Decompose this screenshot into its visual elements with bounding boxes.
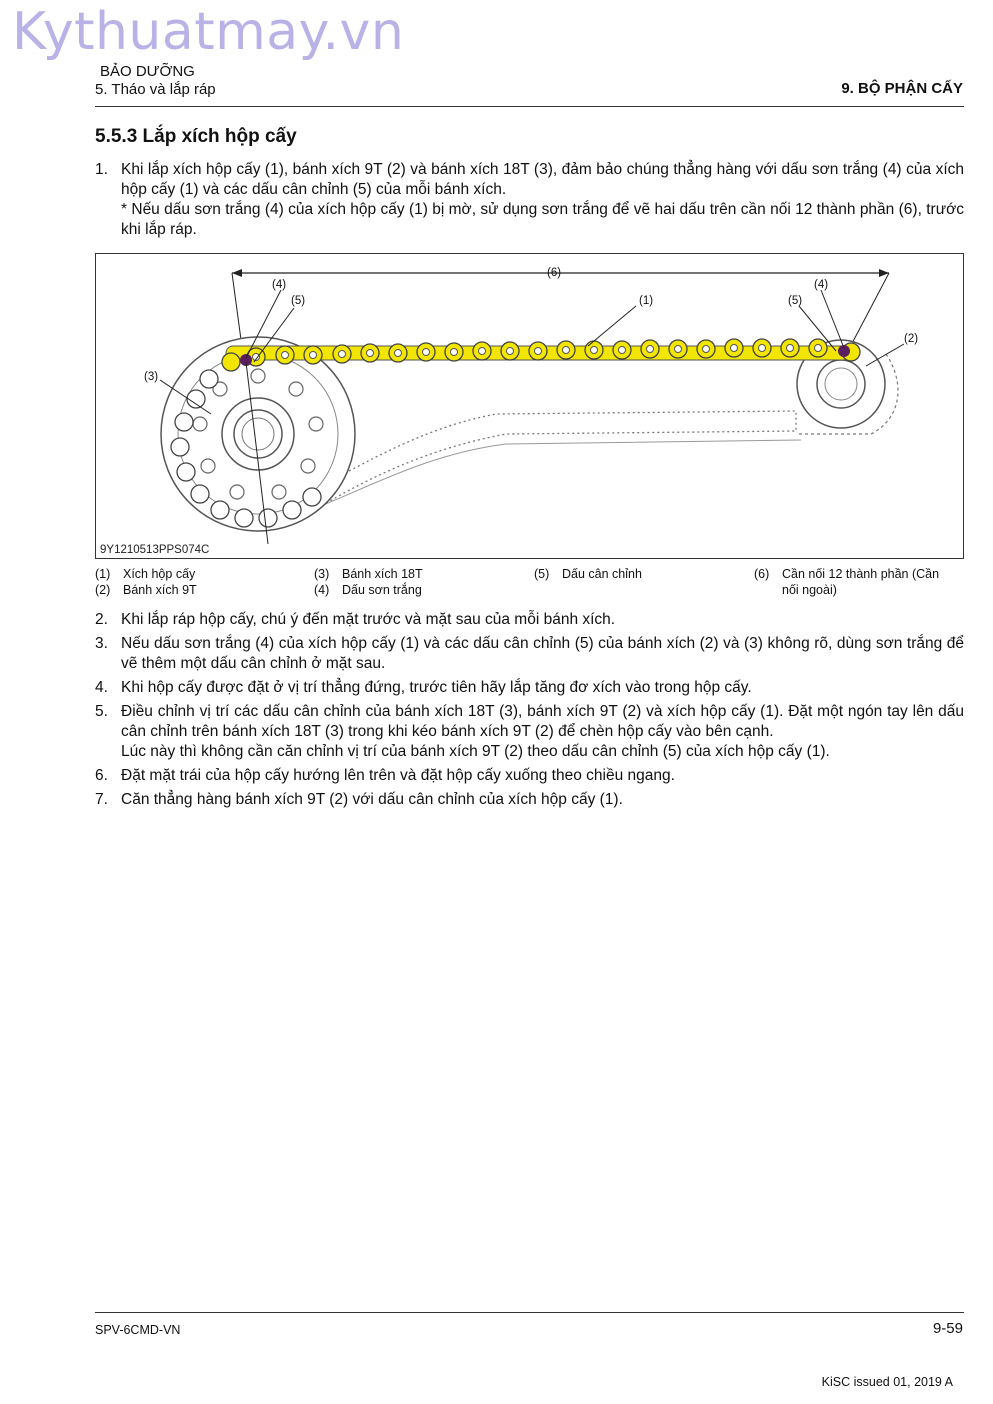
legend-text: Bánh xích 9T	[123, 583, 197, 597]
step-note: * Nếu dấu sơn trắng (4) của xích hộp cấy (1) bị mờ, sử dụng sơn trắng để vẽ hai dấu trên cần nối 12 thành phần (6), trước khi lắp ráp.	[121, 201, 964, 238]
header-category: BẢO DƯỠNG	[100, 63, 195, 80]
callout-4-right: (4)	[814, 279, 829, 291]
legend-number: (2)	[95, 583, 111, 597]
step-number: 5.	[95, 703, 108, 720]
callout-4-left: (4)	[272, 279, 287, 291]
footer-doc-code: SPV-6CMD-VN	[95, 1323, 181, 1337]
legend-text: Xích hộp cấy	[123, 567, 196, 581]
callout-5-left: (5)	[291, 295, 306, 307]
callout-5-right: (5)	[788, 295, 803, 307]
header-subsection: 5. Tháo và lắp ráp	[95, 81, 216, 98]
legend-number: (3)	[314, 567, 330, 581]
legend-number: (6)	[754, 567, 770, 581]
legend-number: (5)	[534, 567, 550, 581]
step-item	[95, 610, 964, 630]
step-item	[95, 160, 964, 240]
step-text: Điều chỉnh vị trí các dấu cân chỉnh của bánh xích 18T (3), bánh xích 9T (2) và xích hộp cấy (1). Đặt một ngón tay lên dấu cân chỉnh trên bánh xích 18T (3) trong khi kéo bánh xích 9T (2) để chèn hộp cấy vào bên cạnh.	[121, 703, 964, 740]
chain-figure	[95, 253, 964, 559]
legend-text: Dấu cân chỉnh	[562, 567, 642, 581]
step-number: 2.	[95, 611, 108, 628]
section-title: 5.5.3 Lắp xích hộp cấy	[95, 126, 297, 147]
step-item	[95, 678, 964, 698]
step-note: Lúc này thì không cần căn chỉnh vị trí của bánh xích 9T (2) theo dấu cân chỉnh (5) của xích hộp cấy (1).	[121, 743, 830, 760]
figure-code: 9Y1210513PPS074C	[100, 544, 210, 556]
watermark-logo: Kythuatmay.vn	[12, 2, 405, 62]
step-item	[95, 634, 964, 674]
step-text: Khi lắp ráp hộp cấy, chú ý đến mặt trước và mặt sau của mỗi bánh xích.	[121, 611, 616, 628]
step-number: 7.	[95, 791, 108, 808]
step-text: Đặt mặt trái của hộp cấy hướng lên trên và đặt hộp cấy xuống theo chiều ngang.	[121, 767, 675, 784]
step-text: Khi hộp cấy được đặt ở vị trí thẳng đứng, trước tiên hãy lắp tăng đơ xích vào trong hộp cấy.	[121, 679, 752, 696]
footer-page-number: 9-59	[932, 1320, 963, 1337]
legend-text: Cần nối 12 thành phần (Cần nối ngoài)	[782, 567, 940, 597]
callout-1: (1)	[639, 295, 654, 307]
step-item	[95, 766, 964, 786]
step-number: 1.	[95, 161, 108, 178]
callout-6: (6)	[547, 267, 562, 279]
footer-divider	[95, 1312, 964, 1313]
step-text: Nếu dấu sơn trắng (4) của xích hộp cấy (1) và các dấu cân chỉnh (5) của bánh xích (2) và (3) không rõ, dùng sơn trắng để vẽ thêm một dấu cân chỉnh ở mặt sau.	[121, 635, 964, 672]
legend-text: Bánh xích 18T	[342, 567, 423, 581]
footer-issue: KiSC issued 01, 2019 A	[821, 1375, 953, 1389]
header-chapter: 9. BỘ PHẬN CẤY	[841, 80, 963, 97]
callout-2: (2)	[904, 333, 919, 345]
legend-number: (1)	[95, 567, 111, 581]
header-divider	[95, 106, 964, 107]
step-text: Căn thẳng hàng bánh xích 9T (2) với dấu cân chỉnh của xích hộp cấy (1).	[121, 791, 623, 808]
step-item	[95, 702, 964, 762]
callout-3: (3)	[144, 371, 159, 383]
step-list-top	[95, 160, 964, 244]
step-item	[95, 790, 964, 810]
step-number: 3.	[95, 635, 108, 652]
step-text: Khi lắp xích hộp cấy (1), bánh xích 9T (2) và bánh xích 18T (3), đảm bảo chúng thẳng hàng với dấu sơn trắng (4) của xích hộp cấy (1) và các dấu cân chỉnh (5) của mỗi bánh xích.	[121, 161, 964, 198]
step-list-bottom	[95, 610, 964, 814]
step-number: 6.	[95, 767, 108, 784]
step-number: 4.	[95, 679, 108, 696]
legend-text: Dấu sơn trắng	[342, 583, 422, 597]
chain-diagram	[96, 254, 964, 559]
legend-number: (4)	[314, 583, 330, 597]
